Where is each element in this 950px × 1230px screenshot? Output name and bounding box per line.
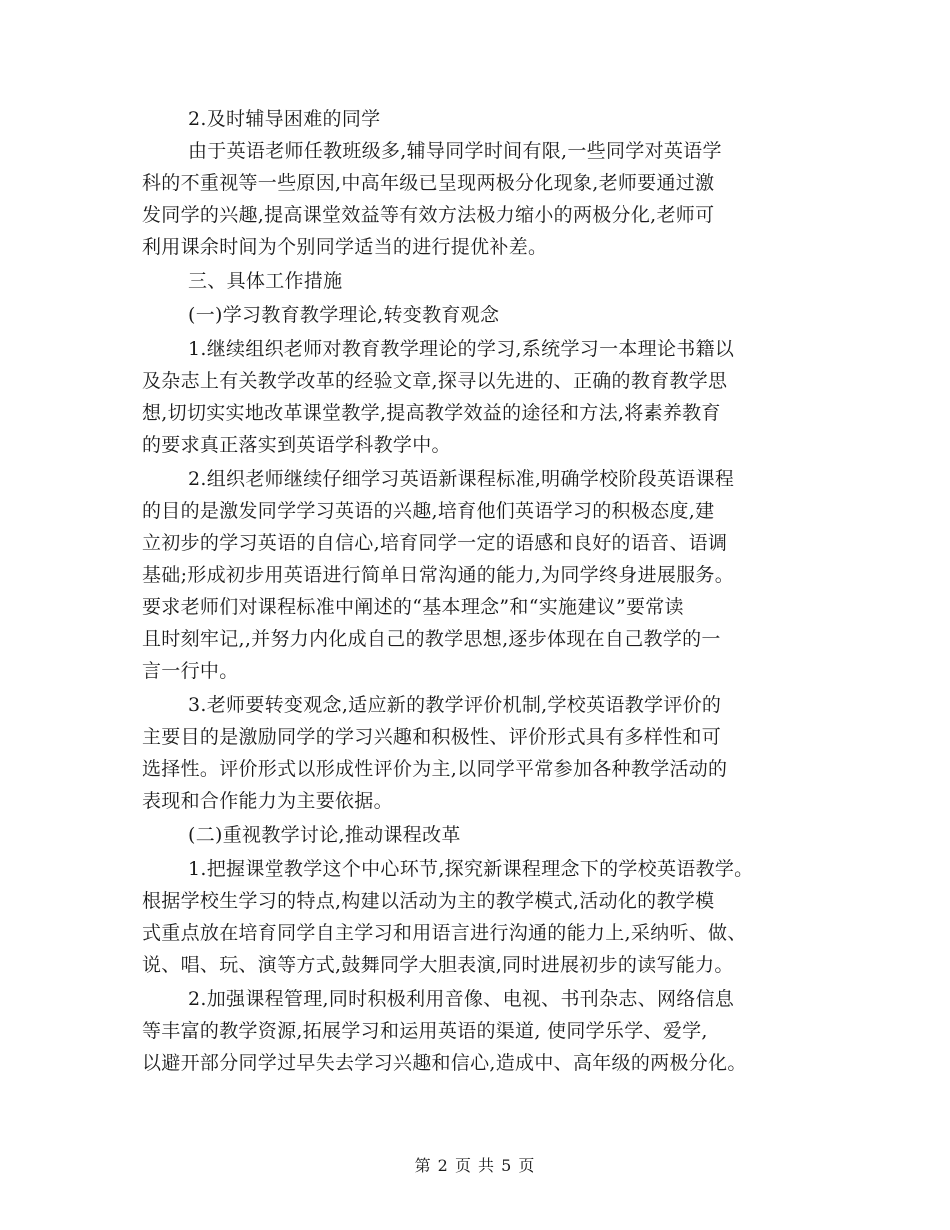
paragraph-line: 要求老师们对课程标准中阐述的“基本理念”和“实施建议”要常读 xyxy=(142,596,684,618)
subsection-heading-theory: (一)学习教育教学理论,转变教育观念 xyxy=(188,304,500,326)
paragraph-line: 表现和合作能力为主要依据。 xyxy=(142,790,393,812)
paragraph-line: 式重点放在培育同学自主学习和用语言进行沟通的能力上,采纳听、做、 xyxy=(142,922,747,944)
paragraph-line: 言一行中。 xyxy=(142,660,239,682)
paragraph-line: 发同学的兴趣,提高课堂效益等有效方法极力缩小的两极分化,老师可 xyxy=(142,204,715,226)
paragraph-line: 选择性。评价形式以形成性评价为主,以同学平常参加各种教学活动的 xyxy=(142,758,728,780)
paragraph-line: 立初步的学习英语的自信心,培育同学一定的语感和良好的语音、语调 xyxy=(142,532,728,554)
paragraph-line: 根据学校生学习的特点,构建以活动为主的教学模式,活动化的教学模 xyxy=(142,890,715,912)
paragraph-line: 的目的是激发同学学习英语的兴趣,培育他们英语学习的积极态度,建 xyxy=(142,500,715,522)
paragraph-line: 科的不重视等一些原因,中高年级已呈现两极分化现象,老师要通过激 xyxy=(142,172,715,194)
paragraph-line: 且时刻牢记,,并努力内化成自己的教学思想,逐步体现在自己教学的一 xyxy=(142,628,721,650)
paragraph-line: 等丰富的教学资源,拓展学习和运用英语的渠道, 使同学乐学、爱学, xyxy=(142,1020,708,1042)
document-body xyxy=(142,107,832,1076)
paragraph-line: 的要求真正落实到英语学科教学中。 xyxy=(142,434,451,456)
paragraph-line: 利用课余时间为个别同学适当的进行提优补差。 xyxy=(142,236,548,258)
paragraph-line: 以避开部分同学过早失去学习兴趣和信心,造成中、高年级的两极分化。 xyxy=(142,1052,747,1074)
paragraph-line: 主要目的是激励同学的学习兴趣和积极性、评价形式具有多样性和可 xyxy=(142,726,722,748)
paragraph-line: 2.组织老师继续仔细学习英语新课程标准,明确学校阶段英语课程 xyxy=(188,468,735,490)
paragraph-line: 说、唱、玩、演等方式,鼓舞同学大胆表演,同时进展初步的读写能力。 xyxy=(142,954,734,976)
paragraph-line: 基础;形成初步用英语进行简单日常沟通的能力,为同学终身进展服务。 xyxy=(142,564,735,586)
subsection-heading-reform: (二)重视教学讨论,推动课程改革 xyxy=(188,824,461,846)
paragraph-line: 想,切切实实地改革课堂教学,提高教学效益的途径和方法,将素养教育 xyxy=(142,402,721,424)
paragraph-line: 2.加强课程管理,同时积极利用音像、电视、书刊杂志、网络信息 xyxy=(188,988,735,1010)
page-number-footer: 第 2 页 共 5 页 xyxy=(414,1156,536,1175)
paragraph-line: 及杂志上有关教学改革的经验文章,探寻以先进的、正确的教育教学思 xyxy=(142,370,728,392)
paragraph-line: 1.继续组织老师对教育教学理论的学习,系统学习一本理论书籍以 xyxy=(188,338,735,360)
paragraph-line: 由于英语老师任教班级多,辅导同学时间有限,一些同学对英语学 xyxy=(188,140,722,162)
section-heading-measures: 三、具体工作措施 xyxy=(188,270,343,292)
heading-tutoring: 2.及时辅导困难的同学 xyxy=(188,108,381,130)
paragraph-line: 3.老师要转变观念,适应新的教学评价机制,学校英语教学评价的 xyxy=(188,694,722,716)
paragraph-line: 1.把握课堂教学这个中心环节,探究新课程理念下的学校英语教学。 xyxy=(188,858,754,880)
